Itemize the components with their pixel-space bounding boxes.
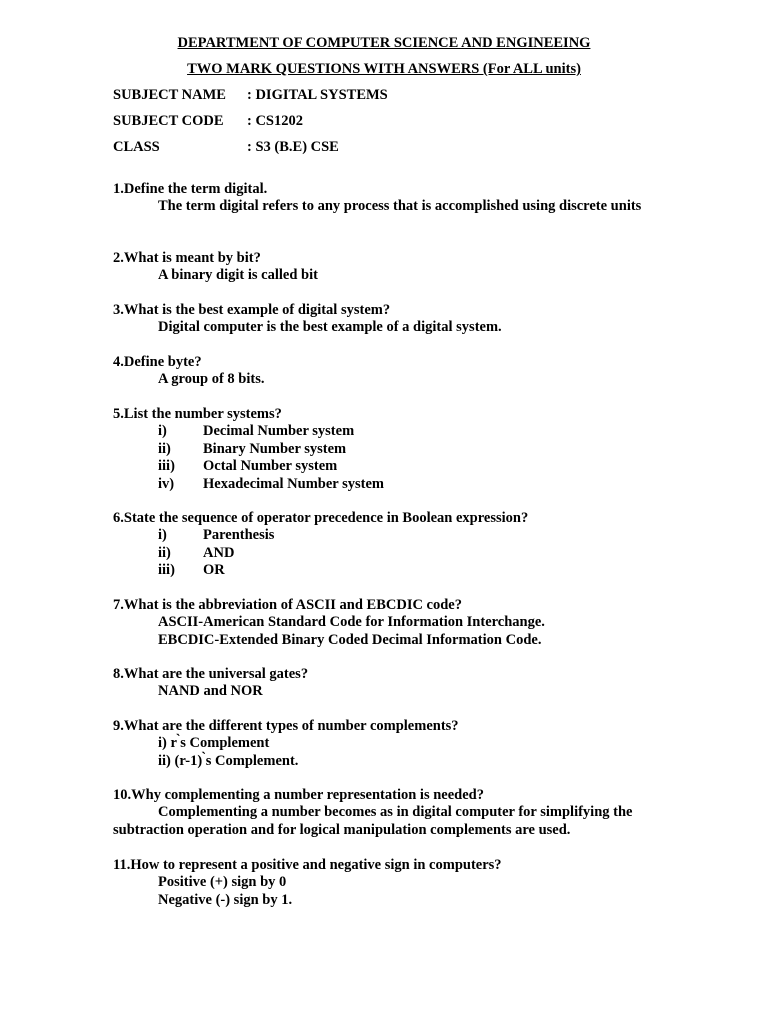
question-text: 11.How to represent a positive and negative sign in computers? [113, 857, 502, 873]
subject-code-value: : CS1202 [247, 113, 303, 129]
answer-line: ii) (r-1) ̀s Complement. [158, 752, 299, 769]
answer-text: Digital computer is the best example of a digital system. [158, 319, 502, 336]
list-item-number: i) [158, 527, 167, 544]
list-item [113, 562, 673, 579]
list-item [113, 441, 673, 458]
list-item [113, 476, 673, 493]
answer-text: NAND and NOR [158, 683, 263, 700]
department-heading: DEPARTMENT OF COMPUTER SCIENCE AND ENGINEEING [177, 35, 591, 51]
answer-line: Positive (+) sign by 0 [158, 874, 287, 891]
list-item [113, 423, 673, 440]
list-item [113, 458, 673, 475]
question-text: 9.What are the different types of number complements? [113, 718, 459, 734]
question-block [113, 597, 673, 649]
question-block [113, 250, 673, 285]
question-block [113, 787, 673, 839]
document-subtitle: TWO MARK QUESTIONS WITH ANSWERS (For ALL units) [187, 61, 581, 77]
question-text: 7.What is the abbreviation of ASCII and EBCDIC code? [113, 597, 462, 613]
question-block [113, 510, 673, 580]
answer-line: Negative (-) sign by 1. [158, 891, 293, 908]
question-block [113, 666, 673, 701]
list-item [113, 545, 673, 562]
class-value: : S3 (B.E) CSE [247, 139, 339, 155]
answer-line: i) r ̀s Complement [158, 735, 270, 752]
answer-text: A binary digit is called bit [158, 267, 318, 284]
question-text: 6.State the sequence of operator precedence in Boolean expression? [113, 510, 529, 526]
question-text: 10.Why complementing a number representation is needed? [113, 787, 484, 803]
list-item-text: OR [203, 562, 225, 579]
list-item-text: Decimal Number system [203, 423, 355, 440]
subject-name-value: : DIGITAL SYSTEMS [247, 87, 388, 103]
question-block [113, 406, 673, 493]
list-item-text: Hexadecimal Number system [203, 475, 384, 492]
list-item-number: iii) [158, 458, 175, 475]
list-item-number: iii) [158, 562, 175, 579]
list-item-number: ii) [158, 440, 171, 457]
answer-line: ASCII-American Standard Code for Information Interchange. [158, 614, 545, 631]
list-item-number: ii) [158, 544, 171, 561]
class-label: CLASS [113, 139, 160, 155]
list-item-text: AND [203, 544, 235, 561]
question-text: 4.Define byte? [113, 354, 202, 370]
list-item [113, 527, 673, 544]
question-block [113, 857, 673, 909]
list-item-text: Binary Number system [203, 440, 347, 457]
answer-line: EBCDIC-Extended Binary Coded Decimal Information Code. [158, 631, 542, 648]
list-item-number: i) [158, 423, 167, 440]
answer-text: The term digital refers to any process that is accomplished using discrete units [158, 198, 642, 215]
subject-name-label: SUBJECT NAME [113, 87, 226, 103]
question-block [113, 181, 673, 216]
question-text: 1.Define the term digital. [113, 181, 268, 197]
question-text: 2.What is meant by bit? [113, 250, 261, 266]
list-item-number: iv) [158, 475, 175, 492]
question-text: 8.What are the universal gates? [113, 666, 309, 682]
question-block [113, 302, 673, 337]
question-block [113, 354, 673, 389]
question-text: 5.List the number systems? [113, 406, 282, 422]
question-text: 3.What is the best example of digital system? [113, 302, 391, 318]
list-item-text: Parenthesis [203, 527, 275, 544]
list-item-text: Octal Number system [203, 458, 338, 475]
subject-code-label: SUBJECT CODE [113, 113, 224, 129]
question-block [113, 718, 673, 770]
answer-text: A group of 8 bits. [158, 371, 265, 388]
answer-text: Complementing a number becomes as in digital computer for simplifying the subtraction operation and for logical manipulation complements are used. [113, 804, 633, 838]
